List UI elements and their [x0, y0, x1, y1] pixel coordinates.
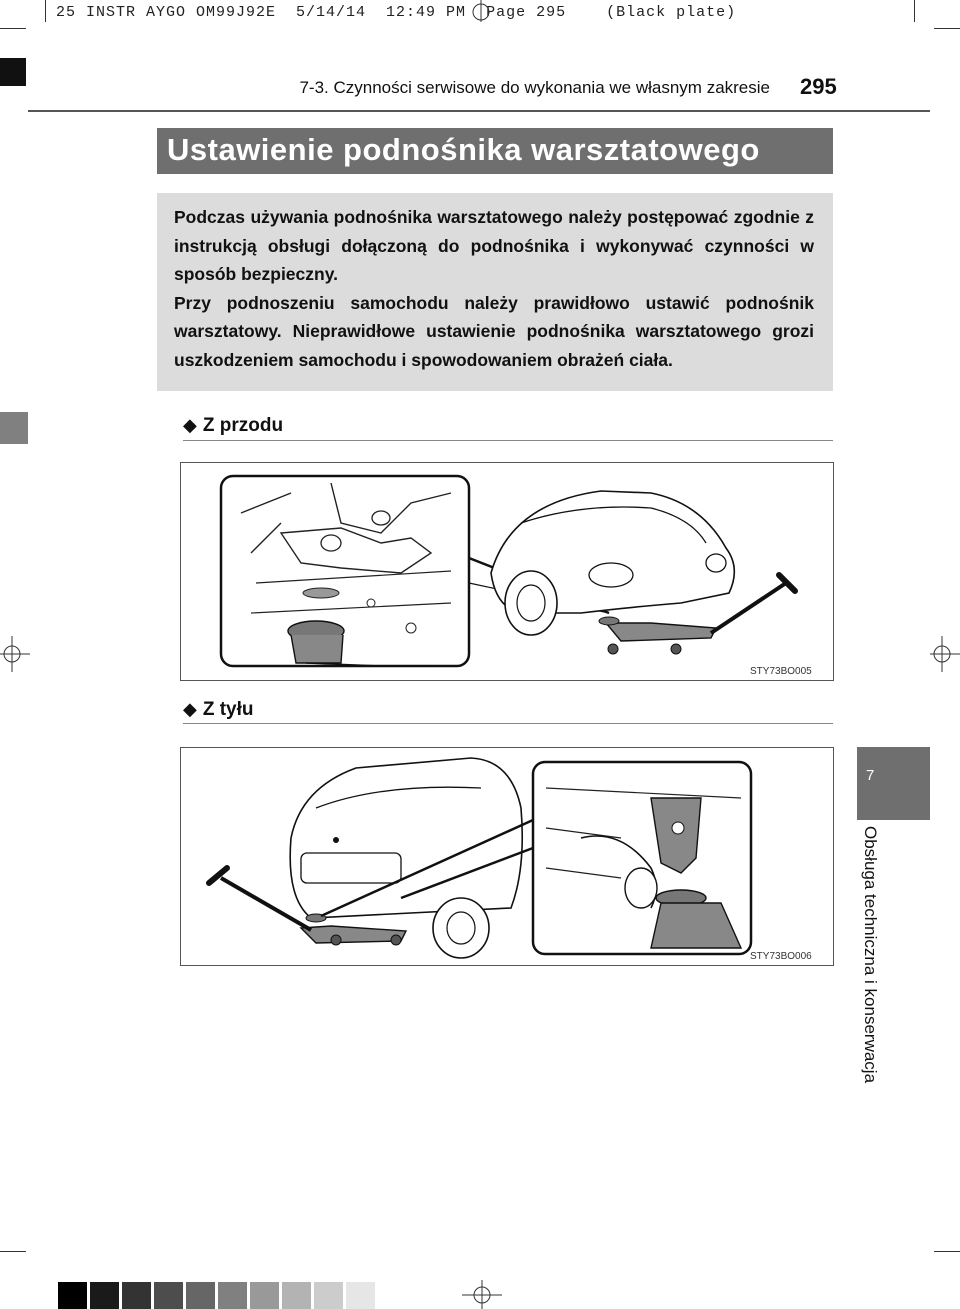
side-marker: [0, 412, 28, 444]
registration-mark-icon: [930, 632, 960, 672]
color-swatch: [186, 1282, 215, 1309]
diamond-bullet-icon: ◆: [183, 415, 197, 435]
color-swatch: [346, 1282, 375, 1309]
color-swatch: [122, 1282, 151, 1309]
subheading-rule: [183, 440, 833, 441]
color-swatch: [282, 1282, 311, 1309]
rear-jack-illustration: [181, 748, 833, 965]
section-title-bar: [157, 128, 833, 174]
page-title: Ustawienie podnośnika warsztatowego: [167, 132, 760, 167]
figure-rear-jack: [180, 747, 834, 966]
color-swatch: [218, 1282, 247, 1309]
print-header: 25 INSTR AYGO OM99J92E 5/14/14 12:49 PM Page 295 (Black plate): [56, 4, 737, 21]
notice-paragraph: Podczas używania podnośnika warsztatowego należy postępować zgodnie z instrukcją obsługi dołączoną do podnośnika i wykonywać czynności w sposób bezpieczny.: [174, 207, 814, 285]
crop-mark: [0, 28, 26, 29]
crop-mark: [914, 0, 915, 22]
registration-mark-icon: [466, 0, 496, 22]
color-swatch: [154, 1282, 183, 1309]
figure-code: STY73BO005: [750, 666, 812, 677]
figure-front-jack: [180, 462, 834, 681]
chapter-title: Obsługa techniczna i konserwacja: [861, 826, 880, 1084]
notice-box: [157, 193, 833, 391]
running-header: 7-3. Czynności serwisowe do wykonania we własnym zakresie: [299, 78, 770, 97]
figure-code: STY73BO006: [750, 951, 812, 962]
subheading-label: Z tyłu: [202, 699, 254, 720]
subheading-rear: [183, 699, 254, 721]
subheading-front: [183, 415, 283, 437]
subheading-label: Z przodu: [202, 415, 284, 436]
color-swatch: [90, 1282, 119, 1309]
color-swatch: [314, 1282, 343, 1309]
front-jack-illustration: [181, 463, 833, 680]
diamond-bullet-icon: ◆: [183, 699, 197, 719]
header-rule: [28, 110, 930, 112]
notice-paragraph: Przy podnoszeniu samochodu należy prawidłowo ustawić podnośnik warsztatowy. Nieprawidłowe ustawienie podnośnika warsztatowego grozi uszkodzeniem samochodu i spowodowaniem obrażeń ciała.: [174, 292, 814, 370]
registration-mark-icon: [0, 632, 30, 672]
crop-mark: [45, 0, 46, 22]
notice-text: [174, 203, 814, 375]
crop-mark: [934, 28, 960, 29]
color-swatch: [250, 1282, 279, 1309]
chapter-tab: [857, 747, 930, 820]
crop-mark: [934, 1251, 960, 1252]
subheading-rule: [183, 723, 833, 724]
color-swatch: [58, 1282, 87, 1309]
page-number: 295: [800, 74, 837, 99]
corner-block: [0, 58, 26, 86]
crop-mark: [0, 1251, 26, 1252]
registration-mark-icon: [462, 1280, 502, 1309]
chapter-number: 7: [866, 767, 875, 784]
